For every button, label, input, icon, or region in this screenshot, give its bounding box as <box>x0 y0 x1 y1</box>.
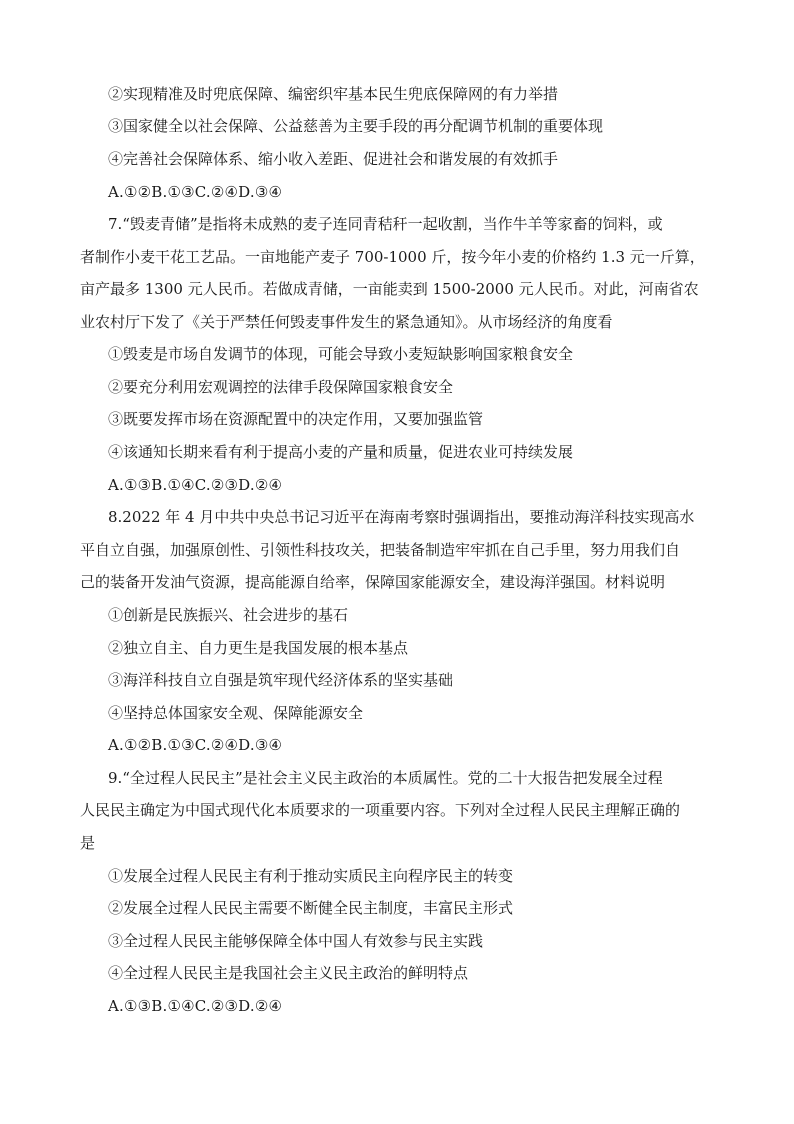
q9-option-1: ①发展全过程人民民主有利于推动实质民主向程序民主的转变 <box>108 867 514 885</box>
q7-stem-line-2: 者制作小麦干花工艺品。一亩地能产麦子 700-1000 斤，按今年小麦的价格约 1.3 元一斤算， <box>80 248 705 266</box>
q7-option-2: ②要充分利用宏观调控的法律手段保障国家粮食安全 <box>108 378 454 396</box>
q7-stem-line-4: 业农村厅下发了《关于严禁任何毁麦事件发生的紧急通知》。从市场经济的角度看 <box>80 313 613 331</box>
q8-option-4: ④坚持总体国家安全观、保障能源安全 <box>108 704 364 722</box>
q9-stem-line-2: 人民民主确定为中国式现代化本质要求的一项重要内容。下列对全过程人民民主理解正确的 <box>80 801 681 819</box>
q8-answer-choices: A.①②B.①③C.②④D.③④ <box>108 736 283 754</box>
q8-option-2: ②独立自主、自力更生是我国发展的根本基点 <box>108 639 409 657</box>
q8-option-3: ③海洋科技自立自强是筑牢现代经济体系的坚实基础 <box>108 671 454 689</box>
q9-answer-choices: A.①③B.①④C.②③D.②④ <box>108 997 283 1015</box>
q6-option-4: ④完善社会保障体系、缩小收入差距、促进社会和谐发展的有效抓手 <box>108 150 559 168</box>
q8-stem-line-3: 己的装备开发油气资源，提高能源自给率，保障国家能源安全，建设海洋强国。材料说明 <box>80 573 666 591</box>
q8-stem-line-2: 平自立自强，加强原创性、引领性科技攻关，把装备制造牢牢抓在自己手里，努力用我们自 <box>80 541 681 559</box>
q9-stem-line-1: 9.“全过程人民民主”是社会主义民主政治的本质属性。党的二十大报告把发展全过程 <box>108 769 663 787</box>
q9-option-3: ③全过程人民民主能够保障全体中国人有效参与民主实践 <box>108 932 484 950</box>
q7-stem-line-1: 7.“毁麦青储”是指将未成熟的麦子连同青秸秆一起收割，当作牛羊等家畜的饲料，或 <box>108 215 663 233</box>
q9-stem-line-3: 是 <box>80 834 96 852</box>
q6-option-3: ③国家健全以社会保障、公益慈善为主要手段的再分配调节机制的重要体现 <box>108 117 604 135</box>
q6-answer-choices: A.①②B.①③C.②④D.③④ <box>108 183 283 201</box>
q8-stem-line-1: 8.2022 年 4 月中共中央总书记习近平在海南考察时强调指出，要推动海洋科技实现高水 <box>108 508 695 526</box>
q6-option-2: ②实现精准及时兜底保障、编密织牢基本民生兜底保障网的有力举措 <box>108 85 559 103</box>
q7-option-4: ④该通知长期来看有利于提高小麦的产量和质量，促进农业可持续发展 <box>108 443 574 461</box>
q7-option-3: ③既要发挥市场在资源配置中的决定作用，又要加强监管 <box>108 410 484 428</box>
q7-stem-line-3: 亩产最多 1300 元人民币。若做成青储，一亩能卖到 1500-2000 元人民币。对此，河南省农 <box>80 280 699 298</box>
q7-answer-choices: A.①③B.①④C.②③D.②④ <box>108 476 283 494</box>
q7-option-1: ①毁麦是市场自发调节的体现，可能会导致小麦短缺影响国家粮食安全 <box>108 345 574 363</box>
q8-option-1: ①创新是民族振兴、社会进步的基石 <box>108 606 349 624</box>
q9-option-2: ②发展全过程人民民主需要不断健全民主制度，丰富民主形式 <box>108 899 514 917</box>
q9-option-4: ④全过程人民民主是我国社会主义民主政治的鲜明特点 <box>108 964 469 982</box>
